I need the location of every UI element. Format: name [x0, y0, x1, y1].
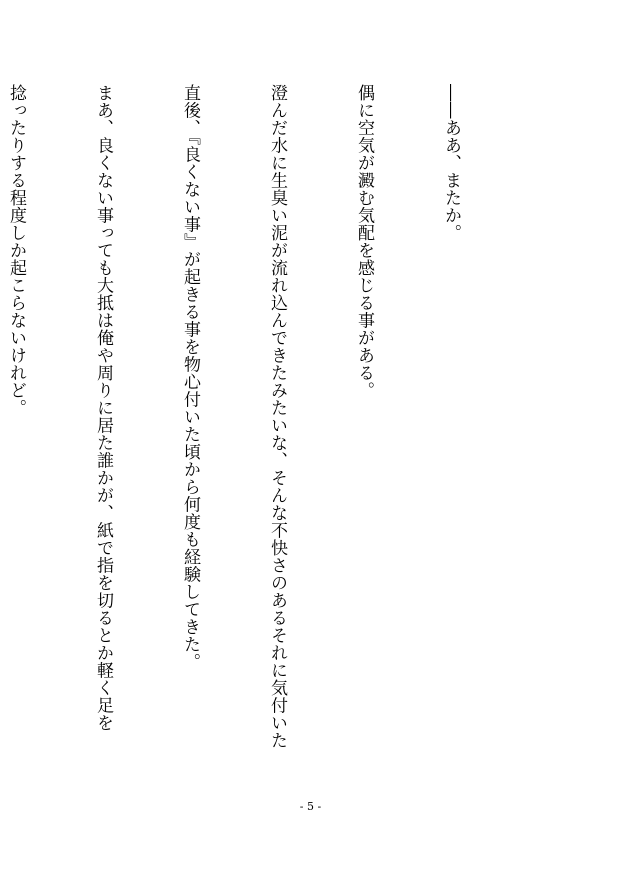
text-line-6: 捻ったりする程度しか起こらないけれど。 [6, 84, 26, 417]
text-line-4: 直後、『良くない事』が起きる事を物心付いた頃から何度も経験してきた。 [180, 84, 200, 671]
text-line-5: まあ、良くない事っても大抵は俺や周りに居た誰かが、紙で指を切るとか軽く足を [93, 84, 113, 732]
text-line-3: 澄んだ水に生臭い泥が流れ込んできたみたいな、そんな不快さのあるそれに気付いた [267, 84, 287, 749]
text-line-1: ――ああ、またか。 [441, 84, 461, 242]
vertical-text-block [0, 84, 523, 784]
text-line-2: 偶に空気が澱む気配を感じる事がある。 [354, 84, 374, 399]
page-number: - 5 - [299, 800, 322, 813]
